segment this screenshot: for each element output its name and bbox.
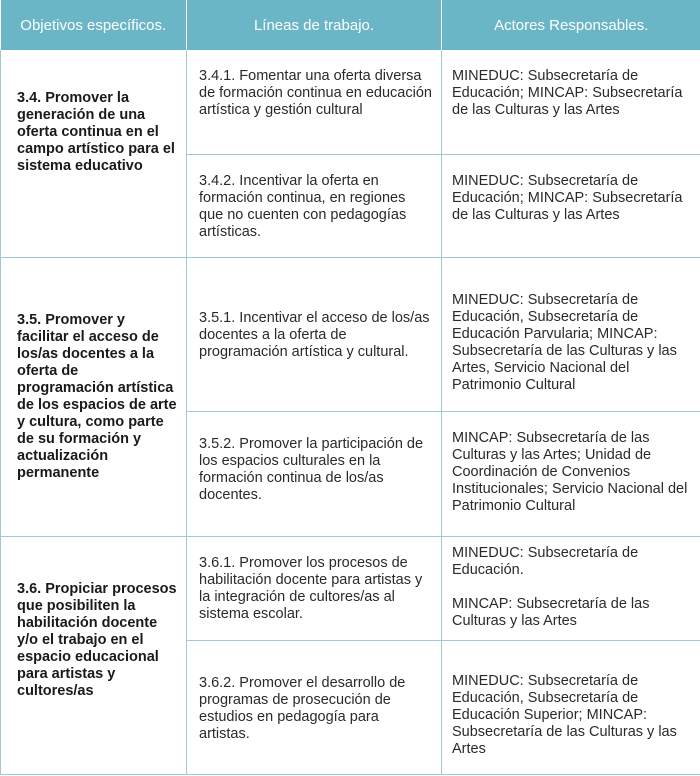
actors-3-5-2: MINCAP: Subsecretaría de las Culturas y las Artes; Unidad de Coordinación de Convenios Institucionales; Servicio Nacional del Patrimonio Cultural	[442, 411, 700, 536]
work-line-3-4-2: 3.4.2. Incentivar la oferta en formación continua, en regiones que no cuenten con pedagogías artísticas.	[187, 154, 442, 257]
objective-3-6: 3.6. Propiciar procesos que posibiliten la habilitación docente y/o el trabajo en el espacio educacional para artistas y cultores/as	[1, 536, 187, 774]
actors-3-6-1-mincap: MINCAP: Subsecretaría de las Culturas y las Artes	[452, 595, 650, 629]
work-line-3-6-1: 3.6.1. Promover los procesos de habilitación docente para artistas y la integración de cultores/as al sistema escolar.	[187, 536, 442, 640]
actors-3-4-2: MINEDUC: Subsecretaría de Educación; MINCAP: Subsecretaría de las Culturas y las Artes	[442, 154, 700, 257]
objective-3-4: 3.4. Promover la generación de una oferta continua en el campo artístico para el sistema educativo	[1, 50, 187, 257]
actors-3-6-2: MINEDUC: Subsecretaría de Educación, Subsecretaría de Educación Superior; MINCAP: Subsecretaría de las Culturas y las Artes	[442, 640, 700, 774]
table-header-row	[1, 0, 700, 50]
header-work-lines: Líneas de trabajo.	[187, 0, 442, 50]
work-line-3-5-1: 3.5.1. Incentivar el acceso de los/as docentes a la oferta de programación artística y cultural.	[187, 257, 442, 411]
work-line-3-6-2: 3.6.2. Promover el desarrollo de programas de prosecución de estudios en pedagogía para artistas.	[187, 640, 442, 774]
actors-3-6-1-mineduc: MINEDUC: Subsecretaría de Educación.	[452, 544, 639, 578]
table-row	[1, 50, 700, 154]
actors-3-5-1: MINEDUC: Subsecretaría de Educación, Subsecretaría de Educación Parvularia; MINCAP: Subsecretaría de las Culturas y las Artes, Servicio Nacional del Patrimonio Cultural	[442, 257, 700, 411]
objective-3-5: 3.5. Promover y facilitar el acceso de los/as docentes a la oferta de programación artística de los espacios de arte y cultura, como parte de su formación y actualización permanente	[1, 257, 187, 536]
header-objectives: Objetivos específicos.	[1, 0, 187, 50]
actors-3-4-1: MINEDUC: Subsecretaría de Educación; MINCAP: Subsecretaría de las Culturas y las Artes	[442, 50, 700, 154]
work-line-3-5-2: 3.5.2. Promover la participación de los espacios culturales en la formación continua de los/as docentes.	[187, 411, 442, 536]
work-line-3-4-1: 3.4.1. Fomentar una oferta diversa de formación continua en educación artística y gestión cultural	[187, 50, 442, 154]
header-actors: Actores Responsables.	[442, 0, 700, 50]
table-row	[1, 257, 700, 411]
table-row	[1, 536, 700, 640]
actors-3-6-1	[442, 536, 700, 640]
